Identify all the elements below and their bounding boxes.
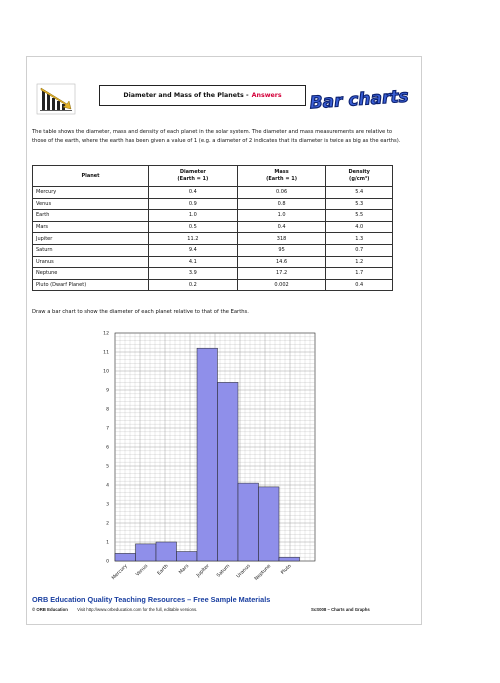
x-tick-label: Mercury bbox=[111, 563, 129, 582]
cell-density: 5.5 bbox=[326, 210, 393, 222]
title-text: Diameter and Mass of the Planets - bbox=[123, 92, 249, 99]
y-tick-label: 12 bbox=[103, 331, 109, 337]
cell-diameter: 3.9 bbox=[149, 268, 238, 280]
footer-copyright: © ORB Education bbox=[32, 607, 68, 612]
intro-paragraph: The table shows the diameter, mass and density of each planet in the solar system. The diameter and mass measurements are relative to those of the earth, where the earth has been given a value of 1 (e.g. a diameter of 2 indicates that its diameter is twice as big as the earths). bbox=[32, 129, 401, 144]
y-tick-label: 6 bbox=[106, 445, 109, 451]
y-tick-label: 9 bbox=[106, 388, 109, 394]
cell-density: 0.7 bbox=[326, 244, 393, 256]
x-tick-label: Saturn bbox=[216, 563, 232, 579]
cell-mass: 0.8 bbox=[237, 198, 326, 210]
table-row bbox=[33, 244, 393, 256]
x-tick-label: Uranus bbox=[236, 563, 252, 580]
footer-left bbox=[32, 607, 197, 612]
y-tick-label: 11 bbox=[103, 350, 109, 356]
header-diameter: Diameter (Earth = 1) bbox=[149, 166, 238, 187]
y-tick-label: 7 bbox=[106, 426, 109, 432]
y-tick-label: 4 bbox=[106, 483, 109, 489]
y-tick-label: 2 bbox=[106, 521, 109, 527]
cell-planet: Earth bbox=[33, 210, 149, 222]
cell-planet: Neptune bbox=[33, 268, 149, 280]
cell-mass: 14.6 bbox=[237, 256, 326, 268]
bar-uranus bbox=[238, 483, 259, 561]
cell-density: 1.3 bbox=[326, 233, 393, 245]
cell-planet: Pluto (Dwarf Planet) bbox=[33, 279, 149, 291]
bar-chart-logo-icon bbox=[36, 82, 76, 116]
table-row bbox=[33, 279, 393, 291]
cell-mass: 0.06 bbox=[237, 187, 326, 199]
table-row bbox=[33, 187, 393, 199]
cell-mass: 95 bbox=[237, 244, 326, 256]
planets-table bbox=[32, 165, 393, 291]
table-row bbox=[33, 198, 393, 210]
y-tick-label: 5 bbox=[106, 464, 109, 470]
badge-text: Bar charts bbox=[309, 86, 410, 114]
page-title bbox=[99, 85, 306, 106]
cell-density: 5.3 bbox=[326, 198, 393, 210]
y-tick-label: 8 bbox=[106, 407, 109, 413]
bar-mercury bbox=[115, 553, 136, 561]
x-tick-label: Earth bbox=[157, 563, 170, 577]
cell-density: 1.2 bbox=[326, 256, 393, 268]
cell-planet: Jupiter bbox=[33, 233, 149, 245]
cell-density: 1.7 bbox=[326, 268, 393, 280]
cell-planet: Venus bbox=[33, 198, 149, 210]
y-tick-label: 3 bbox=[106, 502, 109, 508]
cell-density: 5.4 bbox=[326, 187, 393, 199]
cell-density: 4.0 bbox=[326, 221, 393, 233]
cell-planet: Saturn bbox=[33, 244, 149, 256]
cell-planet: Uranus bbox=[33, 256, 149, 268]
bar-neptune bbox=[259, 487, 280, 561]
footer-title: ORB Education Quality Teaching Resources – Free Sample Materials bbox=[32, 595, 271, 604]
cell-diameter: 0.5 bbox=[149, 221, 238, 233]
table-row bbox=[33, 221, 393, 233]
x-tick-label: Neptune bbox=[254, 563, 273, 582]
cell-density: 0.4 bbox=[326, 279, 393, 291]
cell-diameter: 0.4 bbox=[149, 187, 238, 199]
bar-venus bbox=[136, 544, 157, 561]
y-tick-label: 1 bbox=[106, 540, 109, 546]
footer-code: ScS008 – Charts and Graphs bbox=[311, 607, 370, 612]
table-row bbox=[33, 210, 393, 222]
y-tick-label: 0 bbox=[106, 559, 109, 565]
table-row bbox=[33, 268, 393, 280]
diameter-bar-chart bbox=[96, 322, 322, 586]
table-row bbox=[33, 256, 393, 268]
table-row bbox=[33, 233, 393, 245]
header-planet: Planet bbox=[33, 166, 149, 187]
cell-mass: 1.0 bbox=[237, 210, 326, 222]
cell-mass: 318 bbox=[237, 233, 326, 245]
x-tick-label: Jupiter bbox=[196, 563, 211, 579]
cell-planet: Mars bbox=[33, 221, 149, 233]
x-tick-label: Mars bbox=[178, 563, 191, 576]
bar-earth bbox=[156, 542, 177, 561]
cell-diameter: 9.4 bbox=[149, 244, 238, 256]
cell-diameter: 1.0 bbox=[149, 210, 238, 222]
cell-mass: 0.4 bbox=[237, 221, 326, 233]
bar-charts-badge bbox=[309, 80, 410, 116]
bar-mars bbox=[177, 552, 198, 562]
cell-diameter: 0.9 bbox=[149, 198, 238, 210]
x-tick-label: Venus bbox=[135, 563, 150, 578]
cell-diameter: 0.2 bbox=[149, 279, 238, 291]
y-tick-label: 10 bbox=[103, 369, 109, 375]
cell-mass: 0.002 bbox=[237, 279, 326, 291]
footer-visit-link[interactable]: Visit http://www.orbeducation.com for the full, editable versions. bbox=[77, 607, 198, 612]
bar-jupiter bbox=[197, 348, 218, 561]
cell-planet: Mercury bbox=[33, 187, 149, 199]
bar-pluto bbox=[279, 557, 300, 561]
cell-mass: 17.2 bbox=[237, 268, 326, 280]
x-tick-label: Pluto bbox=[280, 563, 293, 576]
header-mass: Mass (Earth = 1) bbox=[237, 166, 326, 187]
cell-diameter: 4.1 bbox=[149, 256, 238, 268]
chart-instruction: Draw a bar chart to show the diameter of each planet relative to that of the Earths. bbox=[32, 309, 249, 315]
header-density: Density (g/cm³) bbox=[326, 166, 393, 187]
cell-diameter: 11.2 bbox=[149, 233, 238, 245]
answers-label: Answers bbox=[251, 92, 282, 99]
bar-saturn bbox=[218, 382, 239, 561]
